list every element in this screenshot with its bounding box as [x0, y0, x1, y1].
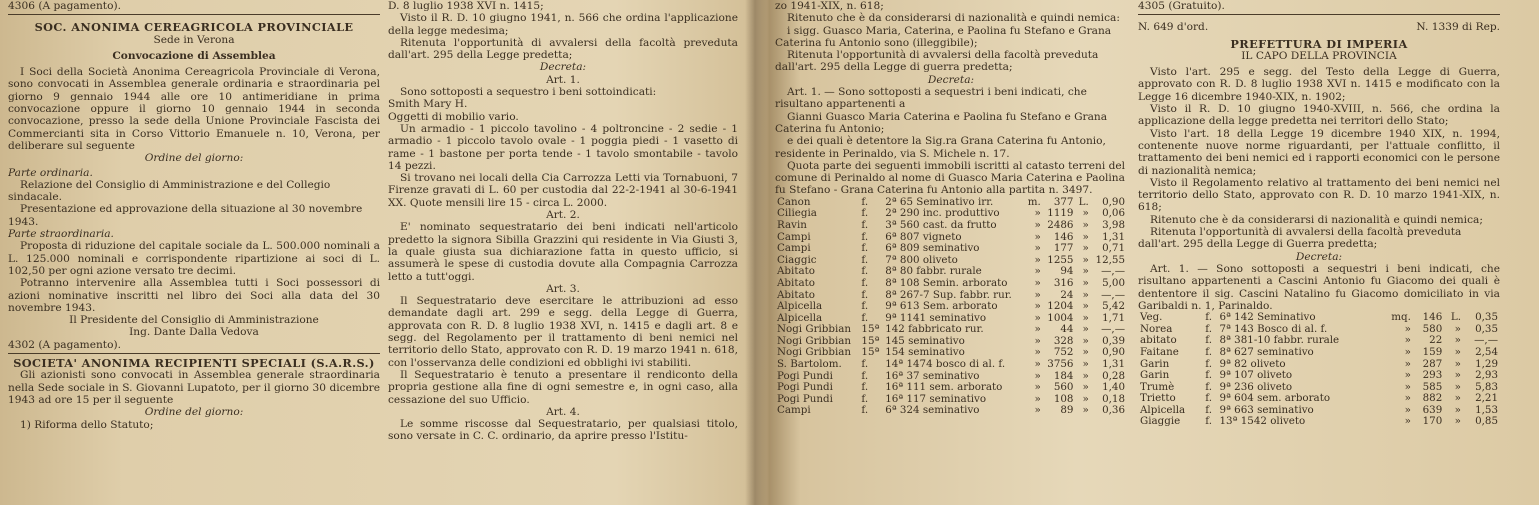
- top-fragment: 4305 (Gratuito).: [1138, 0, 1225, 12]
- paragraph: i sigg. Guasco Maria, Caterina, e Paolina fu Stefano e Grana Caterina fu Antonio sono (illeggibile);: [775, 24, 1112, 49]
- table-cell: S. Bartolom.: [777, 358, 842, 371]
- table-cell: Campi: [777, 230, 811, 243]
- table-cell: f.: [861, 392, 869, 405]
- table-cell: 316: [1053, 276, 1074, 289]
- table-cell: »: [1454, 334, 1461, 347]
- signer: Ing. Dante Dalla Vedova: [129, 326, 259, 339]
- paragraph: Visto il R. D. 10 giugno 1941, n. 566 che ordina l'applicazione della legge medesima;: [388, 12, 738, 37]
- table-cell: »: [1454, 415, 1461, 428]
- table-cell: 2ª 290 inc. produttivo: [885, 207, 1000, 220]
- paragraph: Visto il Regolamento relativo al trattamento dei beni nemici nel territorio dello Stato, approvato con R. D. 10 marzo 1941-XIX, n. 618;: [1138, 176, 1500, 214]
- paragraph: Visto l'art. 18 della Legge 19 dicembre 1940 XIX, n. 1994, contenente nuove norme riguardanti, per l'attuale conflitto, il trattamento dei beni nemici ed i rapporti economici con le persone di nazionalità nemica;: [1138, 127, 1500, 177]
- reference-numbers: [1138, 21, 1500, 33]
- table-cell: 184: [1053, 369, 1074, 382]
- table-cell: 580: [1422, 322, 1443, 335]
- table-cell: »: [1034, 300, 1041, 313]
- paragraph: Art. 1. — Sono sottoposti a sequestri i beni indicati, che risultano appartenenti a: [775, 86, 1087, 111]
- table-cell: 1,53: [1475, 403, 1498, 416]
- table-cell: 0,35: [1475, 311, 1498, 324]
- table-cell: 8ª 108 Semin. arborato: [885, 276, 1008, 289]
- table-cell: »: [1034, 207, 1041, 220]
- table-row: [1138, 416, 1500, 428]
- table-cell: f.: [861, 207, 869, 220]
- table-cell: 13ª 1542 oliveto: [1219, 415, 1306, 428]
- paragraph: Quota parte dei seguenti immobili iscritti al catasto terreni del comune di Perinaldo al nome di Guasco Maria Caterina e Paolina fu Stefano - Grana Caterina fu Antonio alla partita n. 3497.: [775, 159, 1126, 197]
- table-cell: Campi: [777, 242, 811, 255]
- table-cell: Faitane: [1140, 345, 1179, 358]
- paragraph: Oggetti di mobilio vario.: [388, 110, 519, 123]
- attendance-note: Potranno intervenire alla Assemblea tutti i Soci possessori di azioni nominative inscritti nel libro dei Soci alla data del 30 novembre 1943.: [8, 277, 380, 314]
- table-cell: 328: [1053, 334, 1074, 347]
- table-cell: Trietto: [1140, 392, 1176, 405]
- table-cell: f.: [861, 276, 869, 289]
- table-cell: 3756: [1047, 358, 1074, 371]
- table-cell: »: [1404, 392, 1411, 405]
- table-cell: 377: [1053, 195, 1074, 208]
- table-row: [1138, 312, 1500, 324]
- property-table: [775, 197, 1127, 417]
- table-cell: 12,55: [1095, 253, 1125, 266]
- table-cell: f.: [1205, 392, 1212, 405]
- table-cell: 0,90: [1102, 346, 1125, 359]
- table-cell: 3ª 560 cast. da frutto: [885, 218, 997, 231]
- payment-ref: 4302 (A pagamento).: [8, 338, 121, 351]
- article-heading: Art. 2.: [546, 209, 580, 222]
- table-cell: f.: [1205, 369, 1212, 382]
- agenda-item: Proposta di riduzione del capitale sociale da L. 500.000 nominali a L. 125.000 nominali e corrispondente ripartizione ai soci di L. 102,50 per ogni azione versato tre decimi.: [8, 240, 380, 277]
- top-fragment: zo 1941-XIX, n. 618;: [775, 0, 884, 12]
- article-heading: Art. 3.: [546, 282, 580, 295]
- signoff: Il Presidente del Consiglio di Amministrazione: [69, 314, 319, 327]
- table-cell: 146: [1053, 230, 1074, 243]
- table-cell: »: [1034, 311, 1041, 324]
- table-cell: f.: [861, 369, 869, 382]
- table-row: [1138, 335, 1500, 347]
- table-row: [775, 220, 1127, 232]
- table-cell: f.: [1205, 415, 1212, 428]
- table-cell: 8ª 80 fabbr. rurale: [885, 265, 982, 278]
- table-cell: Veg.: [1140, 311, 1163, 324]
- table-cell: 6ª 324 seminativo: [885, 404, 980, 417]
- table-cell: »: [1082, 346, 1089, 359]
- table-cell: Garin: [1140, 357, 1170, 370]
- table-cell: —,—: [1101, 265, 1125, 278]
- table-cell: 44: [1060, 323, 1074, 336]
- table-cell: Campi: [777, 404, 811, 417]
- table-cell: »: [1034, 242, 1041, 255]
- table-row: [775, 243, 1127, 255]
- table-cell: »: [1034, 230, 1041, 243]
- agenda-item: Presentazione ed approvazione della situazione al 30 novembre 1943.: [8, 203, 363, 228]
- paragraph: Le somme riscosse dal Sequestratario, per qualsiasi titolo, sono versate in C. C. ordinario, da aprire presso l'Istitu-: [388, 418, 738, 443]
- table-cell: 6ª 809 seminativo: [885, 242, 980, 255]
- table-cell: »: [1034, 265, 1041, 278]
- table-cell: f.: [1205, 357, 1212, 370]
- announcement-body: I Soci della Società Anonima Cereagricola Provinciale di Verona, sono convocati in Assemblea generale ordinaria e straordinaria pel giorno 9 gennaio 1944 alle ore 10 antimeridiane in prima convocazione oppure il giorno 10 gennaio 1944 in seconda convocazione, presso la sede della Unione Provinciale Fascista dei Commercianti sita in Corso Vittorio Emanuele n. 10, Verona, per deliberare sul seguente: [8, 66, 380, 152]
- table-cell: »: [1082, 218, 1089, 231]
- table-cell: 15ª: [861, 323, 880, 336]
- table-cell: Nogi Gribbian: [777, 323, 852, 336]
- table-cell: »: [1404, 415, 1411, 428]
- table-cell: abitato: [1140, 334, 1177, 347]
- paragraph: Ritenuta l'opportunità di avvalersi della facoltà preveduta dall'art. 295 della Legge di Guerra predetta;: [1138, 226, 1462, 251]
- table-cell: 2ª 65 Seminativo irr.: [885, 195, 994, 208]
- table-cell: 639: [1422, 403, 1443, 416]
- table-cell: 7ª 800 oliveto: [885, 253, 958, 266]
- table-cell: 6ª 142 Seminativo: [1219, 311, 1316, 324]
- table-cell: Alpicella: [1140, 403, 1186, 416]
- paragraph: Art. 1. — Sono sottoposti a sequestri i beni indicati, che risultano appartenenti a Cascini Antonio fu Giacomo dei quali è dententore il sig. Cascini Natalino fu Giacomo domiciliato in via Garibaldi n. 1, Parinaldo.: [1138, 262, 1500, 312]
- announcement-heading: SOC. ANONIMA CEREAGRICOLA PROVINCIALE: [34, 20, 354, 35]
- paragraph: Il Sequestratario è tenuto a presentare il rendiconto della propria gestione alla fine di ogni semestre e, in ogni caso, alla cessazione del suo Ufficio.: [388, 368, 738, 406]
- table-cell: mq.: [1391, 311, 1411, 324]
- paragraph: Ritenuta l'opportunità di avvalersi della facoltà preveduta dall'art. 295 della Legge di guerra predetta;: [775, 49, 1099, 74]
- table-cell: »: [1404, 322, 1411, 335]
- table-cell: 154 seminativo: [885, 346, 965, 359]
- paragraph: e dei quali è detentore la Sig.ra Grana Caterina fu Antonio, residente in Perinaldo, via S. Michele n. 17.: [775, 135, 1106, 160]
- table-cell: »: [1082, 392, 1089, 405]
- table-cell: Alpicella: [777, 300, 823, 313]
- table-cell: f.: [861, 404, 869, 417]
- table-cell: »: [1454, 357, 1461, 370]
- table-cell: f.: [861, 195, 869, 208]
- table-cell: Nogi Gribbian: [777, 346, 852, 359]
- table-cell: 16ª 111 sem. arborato: [885, 381, 1003, 394]
- table-cell: »: [1034, 253, 1041, 266]
- table-cell: f.: [861, 358, 869, 371]
- table-cell: 9ª 107 oliveto: [1219, 369, 1293, 382]
- order-number: N. 649 d'ord.: [1138, 21, 1209, 34]
- prefecture-subheading: IL CAPO DELLA PROVINCIA: [1241, 49, 1397, 62]
- announcement-seat: Sede in Verona: [153, 33, 235, 46]
- table-cell: »: [1034, 404, 1041, 417]
- table-cell: f.: [1205, 380, 1212, 393]
- table-cell: 1,40: [1102, 381, 1125, 394]
- paragraph: Sono sottoposti a sequestro i beni sottoindicati:: [400, 86, 657, 99]
- table-cell: 170: [1422, 415, 1443, 428]
- table-cell: »: [1082, 404, 1089, 417]
- table-cell: 159: [1422, 345, 1443, 358]
- divider: [8, 14, 380, 15]
- table-row: [775, 359, 1127, 371]
- table-cell: 560: [1053, 381, 1074, 394]
- table-cell: f.: [861, 242, 869, 255]
- article-heading: Art. 1.: [546, 73, 580, 86]
- table-cell: »: [1404, 334, 1411, 347]
- table-cell: »: [1404, 345, 1411, 358]
- table-cell: 5,42: [1102, 300, 1125, 313]
- table-cell: »: [1034, 218, 1041, 231]
- table-cell: 9ª 663 seminativo: [1219, 403, 1314, 416]
- table-cell: Giaggie: [1140, 415, 1181, 428]
- column-1: [8, 0, 380, 505]
- table-cell: 9ª 82 oliveto: [1219, 357, 1286, 370]
- table-cell: 0,35: [1475, 322, 1498, 335]
- table-cell: —,—: [1101, 323, 1125, 336]
- table-row: [775, 405, 1127, 417]
- table-cell: m.: [1027, 195, 1041, 208]
- table-cell: Ravin: [777, 218, 807, 231]
- table-cell: Pogi Pundi: [777, 381, 833, 394]
- paragraph: Ritenuta l'opportunità di avvalersi della facoltà preveduta dall'art. 295 della Legge predetta;: [388, 36, 738, 62]
- table-cell: 1,29: [1475, 357, 1498, 370]
- table-cell: »: [1034, 369, 1041, 382]
- table-cell: 0,85: [1475, 415, 1498, 428]
- table-cell: 8ª 627 seminativo: [1219, 345, 1314, 358]
- table-cell: 1,31: [1102, 358, 1125, 371]
- table-cell: »: [1034, 276, 1041, 289]
- table-cell: 2,54: [1475, 345, 1498, 358]
- table-cell: Pogi Pundi: [777, 392, 833, 405]
- ordinary-part-label: Parte ordinaria.: [8, 166, 93, 179]
- table-cell: 16ª 37 seminativo: [885, 369, 980, 382]
- table-cell: 177: [1053, 242, 1074, 255]
- table-cell: 2486: [1047, 218, 1074, 231]
- table-cell: L.: [1450, 311, 1461, 324]
- table-cell: Canon: [777, 195, 811, 208]
- property-table: [1138, 312, 1500, 428]
- table-cell: 15ª: [861, 334, 880, 347]
- table-cell: »: [1454, 403, 1461, 416]
- table-cell: »: [1034, 288, 1041, 301]
- divider: [1138, 14, 1500, 15]
- table-cell: 142 fabbricato rur.: [885, 323, 984, 336]
- top-fragment: D. 8 luglio 1938 XVI n. 1415;: [388, 0, 544, 12]
- prefecture-heading: PREFETTURA DI IMPERIA: [1230, 36, 1408, 51]
- table-cell: 1119: [1047, 207, 1074, 220]
- table-cell: 2,21: [1475, 392, 1498, 405]
- table-cell: 0,71: [1102, 242, 1125, 255]
- agenda-title: Ordine del giorno:: [144, 152, 244, 165]
- table-cell: »: [1454, 380, 1461, 393]
- table-cell: f.: [1205, 311, 1212, 324]
- table-cell: f.: [861, 253, 869, 266]
- table-cell: Trumè: [1140, 380, 1175, 393]
- paragraph: Gianni Guasco Maria Caterina e Paolina fu Stefano e Grana Caterina fu Antonio;: [775, 110, 1108, 135]
- convocation-title: Convocazione di Assemblea: [112, 49, 276, 62]
- table-cell: 108: [1053, 392, 1074, 405]
- table-cell: »: [1404, 369, 1411, 382]
- table-row: [1138, 347, 1500, 359]
- decree-label: Decreta:: [927, 73, 975, 86]
- table-cell: 287: [1422, 357, 1443, 370]
- table-cell: 585: [1422, 380, 1443, 393]
- table-cell: »: [1082, 242, 1089, 255]
- column-4: [1138, 0, 1500, 505]
- table-row: [1138, 393, 1500, 405]
- table-cell: 1255: [1047, 253, 1074, 266]
- table-cell: 9ª 613 Sem. arborato: [885, 300, 998, 313]
- agenda-item: 1) Riforma dello Statuto;: [20, 418, 154, 431]
- table-cell: 1,71: [1102, 311, 1125, 324]
- table-cell: Abitato: [777, 276, 815, 289]
- table-cell: f.: [1205, 322, 1212, 335]
- table-cell: 14ª 1474 bosco di al. f.: [885, 358, 1006, 371]
- table-cell: 9ª 604 sem. arborato: [1219, 392, 1331, 405]
- table-cell: f.: [861, 230, 869, 243]
- table-cell: 94: [1060, 265, 1074, 278]
- table-cell: »: [1034, 334, 1041, 347]
- table-cell: 6ª 807 vigneto: [885, 230, 962, 243]
- table-cell: 1,31: [1102, 230, 1125, 243]
- table-row: [1138, 405, 1500, 417]
- table-cell: 8ª 267-7 Sup. fabbr. rur.: [885, 288, 1012, 301]
- table-cell: f.: [861, 218, 869, 231]
- paragraph: Ritenuto che è da considerarsi di nazionalità e quindi nemica;: [1150, 213, 1483, 226]
- table-cell: 1004: [1047, 311, 1074, 324]
- table-cell: »: [1082, 276, 1089, 289]
- table-cell: 16ª 117 seminativo: [885, 392, 987, 405]
- table-cell: Ciaggic: [777, 253, 817, 266]
- table-cell: 0,39: [1102, 334, 1125, 347]
- table-cell: »: [1082, 323, 1089, 336]
- table-cell: »: [1082, 381, 1089, 394]
- divider: [8, 353, 380, 354]
- table-cell: »: [1034, 381, 1041, 394]
- table-cell: 5,83: [1475, 380, 1498, 393]
- table-cell: 146: [1422, 311, 1443, 324]
- table-cell: »: [1454, 369, 1461, 382]
- page-fold: [745, 0, 767, 505]
- inventory-list: Un armadio - 1 piccolo tavolino - 4 poltroncine - 2 sedie - 1 armadio - 1 piccolo tavolo ovale - 1 poggia piedi - 1 vasetto di rame - 1 bastone per porta tende - 1 tavolo smontabile - tavolo 14 pezzi.: [388, 122, 738, 172]
- table-cell: 0,28: [1102, 369, 1125, 382]
- table-cell: Norea: [1140, 322, 1173, 335]
- table-cell: f.: [861, 300, 869, 313]
- agenda-item: Relazione del Consiglio di Amministrazione e del Collegio sindacale.: [8, 178, 331, 204]
- paragraph: Ritenuto che è da considerarsi di nazionalità e quindi nemica:: [787, 12, 1120, 25]
- table-row: [775, 278, 1127, 290]
- table-cell: »: [1082, 265, 1089, 278]
- paragraph: Si trovano nei locali della Cia Carrozza Letti via Tornabuoni, 7 Firenze gravati di L. 60 per custodia dal 22-2-1941 al 30-6-1941 XX. Quote mensili lire 15 - circa L. 2000.: [388, 172, 738, 209]
- paragraph: E' nominato sequestratario dei beni indicati nell'articolo predetto la signora Sibilla Grazzini qui residente in Via Giusti 3, la quale giusta sua dichiarazione fatta in questo ufficio, si assumerà le spese di custodia dovute alla Compagnia Carrozza letto a tutt'oggi.: [388, 221, 738, 283]
- table-cell: f.: [1205, 334, 1212, 347]
- table-cell: »: [1034, 323, 1041, 336]
- table-cell: »: [1082, 288, 1089, 301]
- table-cell: 22: [1429, 334, 1443, 347]
- table-row: [1138, 370, 1500, 382]
- top-fragment: 4306 (A pagamento).: [8, 0, 121, 12]
- table-cell: 752: [1053, 346, 1074, 359]
- table-cell: f.: [1205, 345, 1212, 358]
- extraordinary-part-label: Parte straordinaria.: [8, 228, 114, 241]
- table-cell: 145 seminativo: [885, 334, 965, 347]
- table-cell: »: [1034, 346, 1041, 359]
- table-row: [1138, 359, 1500, 371]
- table-cell: 9ª 1141 seminativo: [885, 311, 987, 324]
- table-cell: Ciliegia: [777, 207, 817, 220]
- table-cell: Alpicella: [777, 311, 823, 324]
- table-cell: »: [1082, 358, 1089, 371]
- table-cell: 7ª 143 Bosco di al. f.: [1219, 322, 1328, 335]
- table-cell: —,—: [1101, 288, 1125, 301]
- table-cell: 0,06: [1102, 207, 1125, 220]
- table-cell: 0,36: [1102, 404, 1125, 417]
- table-cell: Abitato: [777, 265, 815, 278]
- column-2: [388, 0, 738, 505]
- repertory-number: N. 1339 di Rep.: [1416, 21, 1500, 34]
- table-cell: f.: [1205, 403, 1212, 416]
- table-cell: 2,93: [1475, 369, 1498, 382]
- table-cell: Garin: [1140, 369, 1170, 382]
- table-row: [775, 301, 1127, 313]
- owner-name: Smith Mary H.: [388, 98, 468, 111]
- table-cell: 0,18: [1102, 392, 1125, 405]
- table-cell: 0,90: [1102, 195, 1125, 208]
- table-cell: 24: [1060, 288, 1074, 301]
- table-cell: f.: [861, 381, 869, 394]
- table-cell: »: [1034, 392, 1041, 405]
- paragraph: Visto l'art. 295 e segg. del Testo della Legge di Guerra, approvato con R. D. 8 luglio 1938 XVI n. 1415 e modificato con la Legge 16 dicembre 1940-XIX, n. 1902;: [1138, 66, 1500, 103]
- table-cell: 293: [1422, 369, 1443, 382]
- agenda-title: Ordine del giorno:: [144, 406, 244, 419]
- announcement-body: Gli azionisti sono convocati in Assemblea generale straordinaria nella Sede sociale in S. Giovanni Lupatoto, per il giorno 30 dicembre 1943 ad ore 15 per il seguente: [8, 369, 380, 406]
- table-cell: »: [1404, 357, 1411, 370]
- table-cell: »: [1404, 403, 1411, 416]
- table-cell: 89: [1060, 404, 1074, 417]
- table-cell: »: [1454, 392, 1461, 405]
- table-cell: 9ª 236 oliveto: [1219, 380, 1293, 393]
- table-cell: f.: [861, 311, 869, 324]
- column-3: [775, 0, 1127, 505]
- table-cell: 5,00: [1102, 276, 1125, 289]
- table-cell: 15ª: [861, 346, 880, 359]
- table-cell: Nogi Gribbian: [777, 334, 852, 347]
- table-cell: Pogi Pundi: [777, 369, 833, 382]
- paragraph: Visto il R. D. 10 giugno 1940-XVIII, n. 566, che ordina la applicazione della legge predetta nei territori dello Stato;: [1138, 103, 1500, 128]
- table-cell: »: [1404, 380, 1411, 393]
- table-cell: 8ª 381-10 fabbr. rurale: [1219, 334, 1340, 347]
- table-cell: —,—: [1474, 334, 1498, 347]
- table-cell: »: [1082, 300, 1089, 313]
- decree-label: Decreta:: [1295, 250, 1343, 263]
- table-cell: 1204: [1047, 300, 1074, 313]
- table-cell: Abitato: [777, 288, 815, 301]
- table-cell: 3,98: [1102, 218, 1125, 231]
- announcement-heading: SOCIETA' ANONIMA RECIPIENTI SPECIALI (S.A.R.S.): [13, 356, 375, 371]
- paragraph: Il Sequestratario deve esercitare le attribuzioni ad esso demandate dagli art. 299 e segg. della Legge di Guerra, approvata con R. D. 8 luglio 1938 XVI, n. 1415 e dagli art. 8 e segg. del Regolamento per il trattamento di beni nemici nel territorio dello Stato, approvato con R. D. 19 marzo 1941 n. 618, con l'osservanza delle condizioni ed obblighi ivi stabiliti.: [388, 295, 738, 369]
- table-cell: »: [1082, 369, 1089, 382]
- table-cell: »: [1082, 230, 1089, 243]
- table-cell: f.: [861, 265, 869, 278]
- table-cell: f.: [861, 288, 869, 301]
- table-cell: »: [1454, 322, 1461, 335]
- decree-label: Decreta:: [539, 61, 587, 74]
- table-cell: »: [1082, 253, 1089, 266]
- table-cell: »: [1454, 345, 1461, 358]
- article-heading: Art. 4.: [546, 405, 580, 418]
- table-cell: »: [1082, 311, 1089, 324]
- table-cell: 882: [1422, 392, 1443, 405]
- table-cell: »: [1034, 358, 1041, 371]
- table-cell: »: [1082, 207, 1089, 220]
- table-cell: »: [1082, 334, 1089, 347]
- table-cell: L.: [1078, 195, 1089, 208]
